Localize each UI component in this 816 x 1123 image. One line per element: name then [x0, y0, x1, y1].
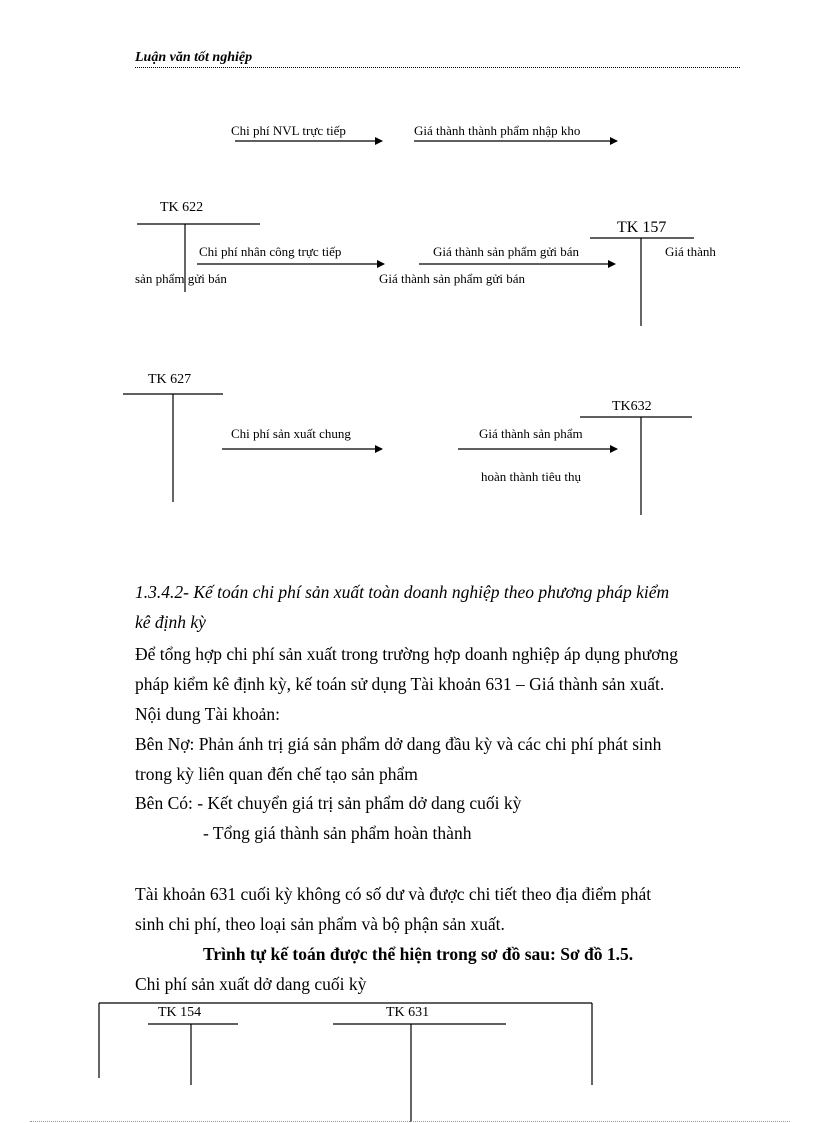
section-heading-line-2: kê định kỳ — [135, 612, 206, 632]
label-hoan-thanh-tieu-thu: hoàn thành tiêu thụ — [481, 469, 582, 484]
body-line: Để tổng hợp chi phí sản xuất trong trường hợp doanh nghiệp áp dụng phương — [135, 644, 678, 664]
body-line: pháp kiểm kê định kỳ, kế toán sử dụng Tài khoản 631 – Giá thành sản xuất. — [135, 674, 665, 694]
tk154-label: TK 154 — [158, 1005, 202, 1020]
body-line: Nội dung Tài khoản: — [135, 704, 281, 724]
label-gia-thanh-sp: Giá thành sản phẩm — [479, 426, 583, 441]
body-line: trong kỳ liên quan đến chế tạo sản phẩm — [135, 764, 418, 784]
label-gui-ban-2: Giá thành sản phẩm gửi bán — [379, 271, 526, 286]
wip-label: Chi phí sản xuất dở dang cuối kỳ — [135, 974, 367, 994]
body-line: - Tổng giá thành sản phẩm hoàn thành — [203, 823, 472, 843]
section-heading-line-1: 1.3.4.2- Kế toán chi phí sản xuất toàn doanh nghiệp theo phương pháp kiểm — [135, 582, 670, 602]
page-bottom-divider — [30, 1121, 790, 1122]
label-gia-thanh-nhap-kho: Giá thành thành phẩm nhập kho — [414, 123, 581, 138]
label-chi-phi-nvl: Chi phí NVL trực tiếp — [231, 123, 346, 138]
body-line: sinh chi phí, theo loại sản phẩm và bộ phận sản xuất. — [135, 914, 505, 934]
tk157-label: TK 157 — [617, 219, 667, 236]
tk631-label: TK 631 — [386, 1005, 430, 1020]
label-gia-thanh-right: Giá thành — [665, 244, 716, 259]
body-line: Bên Có: - Kết chuyển giá trị sản phẩm dở dang cuối kỳ — [135, 793, 522, 813]
sequence-title: Trình tự kế toán được thể hiện trong sơ đồ sau: Sơ đồ 1.5. — [203, 944, 634, 964]
page-header-title: Luận văn tốt nghiệp — [135, 50, 253, 65]
tk632-label: TK632 — [612, 399, 652, 414]
label-chi-phi-sxc: Chi phí sản xuất chung — [231, 426, 351, 441]
tk622-label: TK 622 — [160, 200, 204, 215]
label-sp-gui-ban: sản phẩm gửi bán — [135, 271, 227, 286]
body-line: Tài khoản 631 cuối kỳ không có số dư và được chi tiết theo địa điểm phát — [135, 884, 652, 904]
body-line: Bên Nợ: Phản ánh trị giá sản phẩm dở dang đầu kỳ và các chi phí phát sinh — [135, 734, 662, 754]
tk627-label: TK 627 — [148, 372, 192, 387]
label-gui-ban-1: Giá thành sản phẩm gửi bán — [433, 244, 580, 259]
label-nhan-cong: Chi phí nhân công trực tiếp — [199, 244, 342, 259]
